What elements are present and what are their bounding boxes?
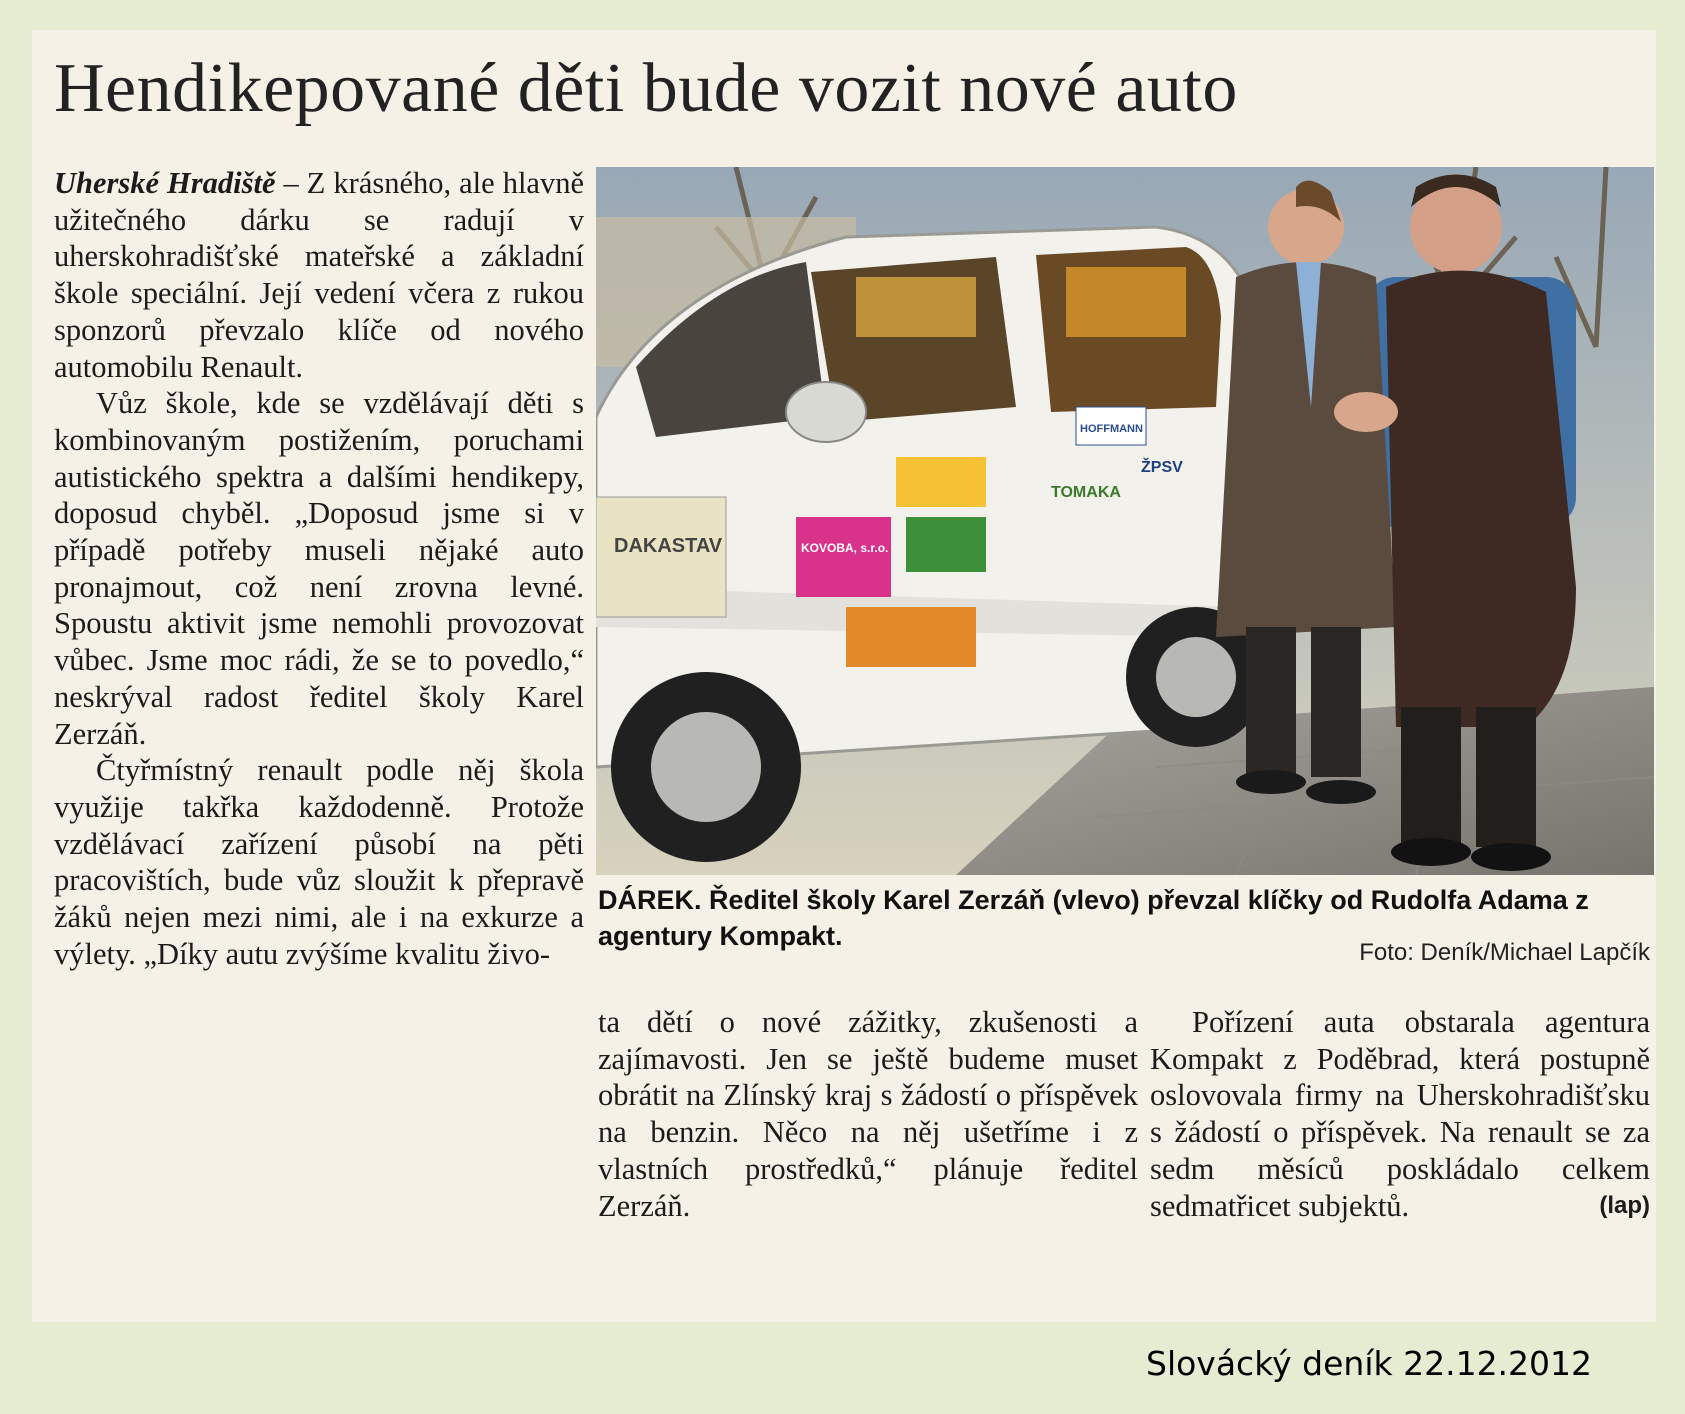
sticker-zpsv: ŽPSV [1141, 459, 1183, 476]
newspaper-clipping [32, 30, 1656, 1322]
author-signature: (lap) [1599, 1191, 1650, 1219]
caption-lead: DÁREK. [598, 885, 702, 915]
caption-text: Ředitel školy Karel Zerzáň (vlevo) převzal klíčky od Rudolfa Adama z agentury Kompakt. [598, 885, 1589, 951]
paragraph-1 [54, 165, 584, 385]
sticker-tomaka: TOMAKA [1051, 484, 1121, 501]
paragraph-5 [1150, 1004, 1650, 1224]
paragraph-1-text: – Z krásného, ale hlavně užitečného dárku se radují v uherskohradišťské mateřské a základní škole speciální. Její vedení včera z rukou sponzorů převzalo klíče od nového automobilu Renault. [54, 166, 584, 384]
paragraph-2: Vůz škole, kde se vzdělávají děti s kombinovaným postižením, poruchami autistického spektra a dalšími hendikepy, doposud chyběl. „Doposud jsme si v případě potřeby museli nějaké auto pronajmout, což není zrovna levné. Spoustu aktivit jsme nemohli provozovat vůbec. Jsme moc rádi, že se to povedlo,“ neskrýval radost ředitel školy Karel Zerzáň. [54, 386, 584, 751]
article-headline: Hendikepované děti bude vozit nové auto [54, 50, 1238, 127]
article-column-2 [598, 1004, 1138, 1224]
paragraph-4: ta dětí o nové zážitky, zkušenosti a zajímavosti. Jen se ještě budeme muset obrátit na Zlínský kraj s žádostí o příspěvek na benzin. Něco na něj ušetříme i z vlastních prostředků,“ plánuje ředitel Zerzáň. [598, 1005, 1138, 1223]
photo-credit: Foto: Deník/Michael Lapčík [1359, 939, 1650, 966]
sticker-hoffmann: HOFFMANN [1080, 423, 1143, 435]
dateline-place: Uherské Hradiště [54, 166, 276, 200]
source-citation: Slovácký deník 22.12.2012 [1146, 1344, 1593, 1383]
sticker-kovoba: KOVOBA, s.r.o. [801, 541, 889, 555]
paragraph-3: Čtyřmístný renault podle něj škola využije takřka každodenně. Protože vzdělávací zařízení působí na pěti pracovištích, bude vůz sloužit k přepravě žáků nejen mezi nimi, ale i na exkurze a výlety. „Díky autu zvýšíme kvalitu živo- [54, 753, 584, 971]
paragraph-5-text: Pořízení auta obstarala agentura Kompakt z Poděbrad, která postupně oslovovala firmy na Uherskohradišťsku s žádostí o příspěvek. Na renault se za sedm měsíců poskládalo celkem sedmatřicet subjektů. [1150, 1005, 1650, 1223]
article-column-1 [54, 165, 584, 972]
handshake [1334, 392, 1398, 432]
sticker-dakastav: DAKASTAV [614, 535, 723, 557]
article-photo [596, 167, 1654, 875]
car-handshake-photo [596, 167, 1654, 875]
article-column-3 [1150, 1004, 1650, 1224]
